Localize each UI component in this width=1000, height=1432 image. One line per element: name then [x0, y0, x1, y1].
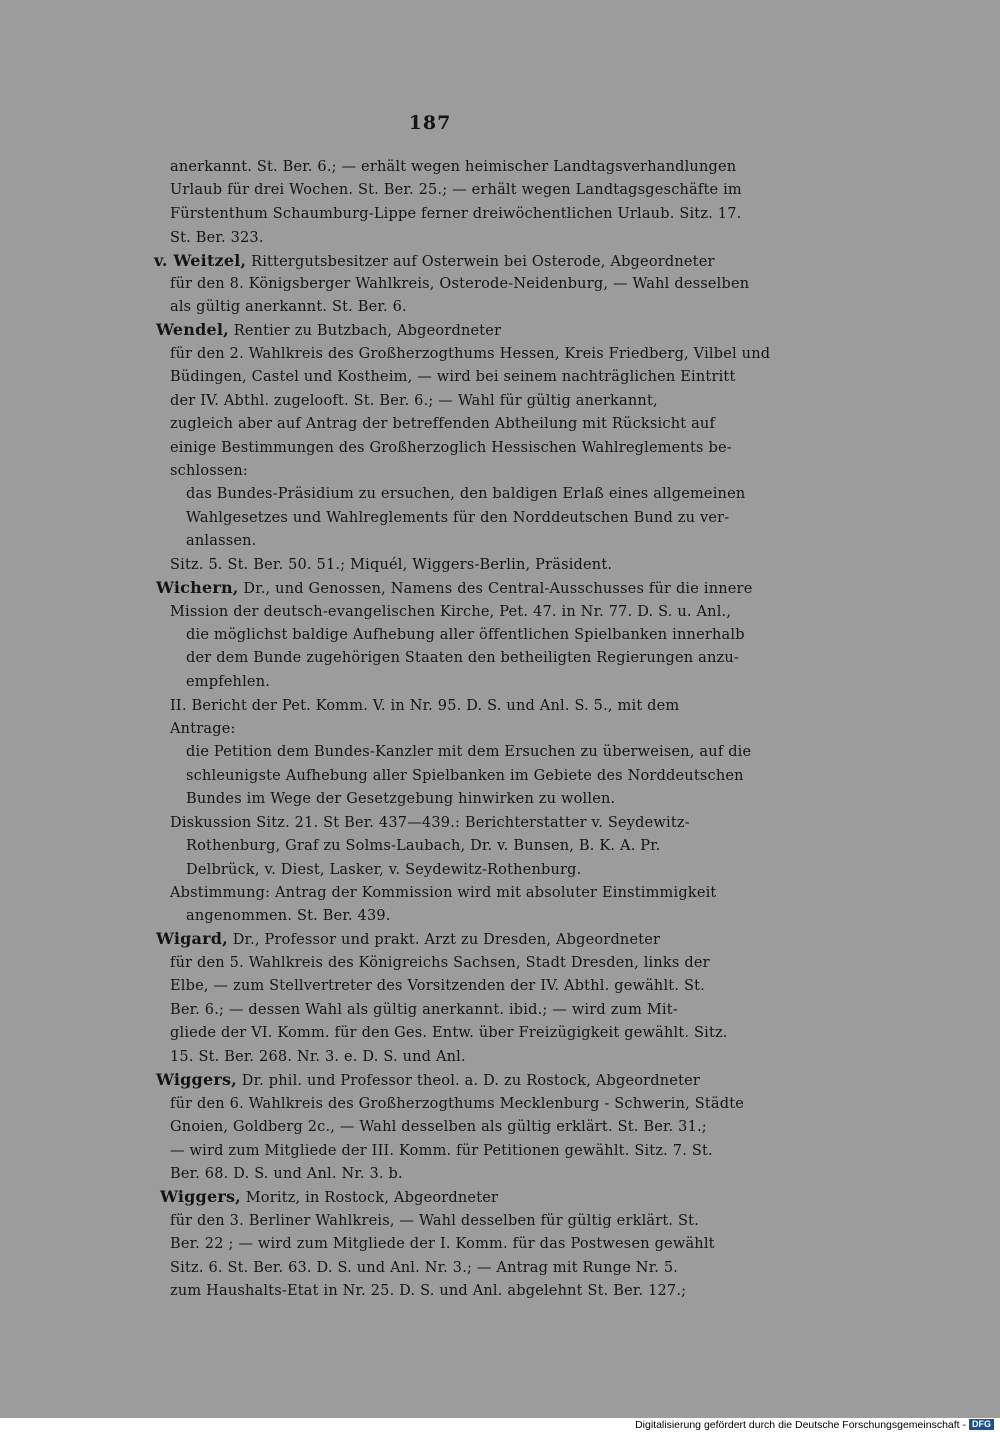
line-text: anerkannt. St. Ber. 6.; — erhält wegen heimischer Landtagsverhandlungen	[170, 159, 737, 175]
text-line	[170, 414, 715, 434]
line-text: Ber. 68. D. S. und Anl. Nr. 3. b.	[170, 1166, 403, 1182]
line-text: Elbe, — zum Stellvertreter des Vorsitzenden der IV. Abthl. gewählt. St.	[170, 978, 705, 994]
text-line	[170, 438, 732, 458]
entry-heading-line	[156, 1070, 700, 1091]
entry-name: v. Weitzel,	[154, 251, 247, 270]
line-text: für den 5. Wahlkreis des Königreichs Sachsen, Stadt Dresden, links der	[170, 955, 710, 971]
line-text: 15. St. Ber. 268. Nr. 3. e. D. S. und Anl.	[170, 1049, 466, 1065]
text-line	[170, 1117, 707, 1137]
text-line	[170, 157, 736, 177]
text-line	[170, 204, 741, 224]
line-text: Antrage:	[170, 721, 236, 737]
line-text: die möglichst baldige Aufhebung aller öffentlichen Spielbanken innerhalb	[186, 627, 745, 643]
text-line	[186, 625, 745, 645]
line-text: gliede der VI. Komm. für den Ges. Entw. über Freizügigkeit gewählt. Sitz.	[170, 1025, 728, 1041]
text-line	[186, 860, 581, 880]
line-text: schleunigste Aufhebung aller Spielbanken im Gebiete des Norddeutschen	[186, 768, 744, 784]
text-line	[170, 1023, 728, 1043]
line-text: Dr., und Genossen, Namens des Central-Ausschusses für die innere	[238, 581, 753, 597]
line-text: angenommen. St. Ber. 439.	[186, 908, 391, 924]
text-line	[170, 1164, 403, 1184]
line-text: Fürstenthum Schaumburg-Lippe ferner dreiwöchentlichen Urlaub. Sitz. 17.	[170, 206, 742, 222]
text-line	[170, 813, 690, 833]
line-text: Delbrück, v. Diest, Lasker, v. Seydewitz-Rothenburg.	[186, 862, 582, 878]
line-text: Abstimmung: Antrag der Kommission wird mit absoluter Einstimmigkeit	[170, 885, 717, 901]
line-text: als gültig anerkannt. St. Ber. 6.	[170, 299, 407, 315]
line-text: das Bundes-Präsidium zu ersuchen, den baldigen Erlaß eines allgemeinen	[186, 486, 746, 502]
line-text: Sitz. 5. St. Ber. 50. 51.; Miquél, Wiggers-Berlin, Präsident.	[170, 557, 613, 573]
text-line	[170, 953, 710, 973]
line-text: für den 2. Wahlkreis des Großherzogthums Hessen, Kreis Friedberg, Vilbel und	[170, 346, 771, 362]
line-text: II. Bericht der Pet. Komm. V. in Nr. 95. D. S. und Anl. S. 5., mit dem	[170, 698, 680, 714]
line-text: Rothenburg, Graf zu Solms-Laubach, Dr. v. Bunsen, B. K. A. Pr.	[186, 838, 661, 854]
line-text: schlossen:	[170, 463, 248, 479]
line-text: für den 6. Wahlkreis des Großherzogthums Mecklenburg - Schwerin, Städte	[170, 1096, 745, 1112]
text-line	[186, 672, 270, 692]
text-line	[186, 906, 391, 926]
text-line	[186, 836, 661, 856]
entry-name: Wiggers,	[160, 1187, 241, 1206]
text-line	[170, 344, 770, 364]
dfg-logo: DFG	[969, 1419, 994, 1430]
entry-heading-line	[156, 578, 752, 599]
text-line	[170, 1234, 715, 1254]
text-line	[170, 719, 236, 739]
line-text: zum Haushalts-Etat in Nr. 25. D. S. und Anl. abgelehnt St. Ber. 127.;	[170, 1283, 687, 1299]
line-text: Wahlgesetzes und Wahlreglements für den Norddeutschen Bund zu ver-	[186, 510, 730, 526]
line-text: Rentier zu Butzbach, Abgeordneter	[228, 323, 502, 339]
line-text: Dr., Professor und prakt. Arzt zu Dresden, Abgeordneter	[227, 932, 661, 948]
text-line	[186, 789, 615, 809]
line-text: Dr. phil. und Professor theol. a. D. zu Rostock, Abgeordneter	[236, 1073, 701, 1089]
text-line	[186, 648, 739, 668]
line-text: Rittergutsbesitzer auf Osterwein bei Osterode, Abgeordneter	[246, 254, 715, 270]
text-line	[170, 1211, 699, 1231]
text-line	[186, 484, 745, 504]
text-line	[170, 1281, 686, 1301]
line-text: anlassen.	[186, 533, 257, 549]
text-line	[186, 766, 744, 786]
line-text: für den 8. Königsberger Wahlkreis, Osterode-Neidenburg, — Wahl desselben	[170, 276, 750, 292]
line-text: Ber. 6.; — dessen Wahl als gültig anerkannt. ibid.; — wird zum Mit-	[170, 1002, 678, 1018]
line-text: Mission der deutsch-evangelischen Kirche, Pet. 47. in Nr. 77. D. S. u. Anl.,	[170, 604, 732, 620]
text-line	[170, 696, 679, 716]
line-text: die Petition dem Bundes-Kanzler mit dem Ersuchen zu überweisen, auf die	[186, 744, 752, 760]
text-line	[170, 461, 248, 481]
text-line	[186, 508, 729, 528]
text-line	[170, 297, 407, 317]
line-text: Diskussion Sitz. 21. St Ber. 437—439.: Berichterstatter v. Seydewitz-	[170, 815, 690, 831]
line-text: — wird zum Mitgliede der III. Komm. für Petitionen gewählt. Sitz. 7. St.	[170, 1143, 713, 1159]
entry-heading-line	[156, 929, 660, 950]
entry-heading-line	[156, 320, 501, 341]
line-text: Bundes im Wege der Gesetzgebung hinwirken zu wollen.	[186, 791, 616, 807]
line-text: Ber. 22 ; — wird zum Mitgliede der I. Komm. für das Postwesen gewählt	[170, 1236, 715, 1252]
text-line	[170, 228, 264, 248]
line-text: für den 3. Berliner Wahlkreis, — Wahl desselben für gültig erklärt. St.	[170, 1213, 700, 1229]
digitization-footer	[0, 1418, 1000, 1432]
entry-heading-line	[154, 251, 715, 272]
line-text: einige Bestimmungen des Großherzoglich Hessischen Wahlreglements be-	[170, 440, 732, 456]
text-line	[170, 883, 716, 903]
line-text: empfehlen.	[186, 674, 271, 690]
text-line	[170, 1094, 744, 1114]
text-line	[170, 1141, 713, 1161]
line-text: Büdingen, Castel und Kostheim, — wird bei seinem nachträglichen Eintritt	[170, 369, 736, 385]
line-text: Gnoien, Goldberg 2c., — Wahl desselben als gültig erklärt. St. Ber. 31.;	[170, 1119, 707, 1135]
text-line	[170, 976, 705, 996]
entry-name: Wichern,	[156, 578, 239, 597]
text-line	[170, 367, 735, 387]
text-line	[170, 555, 612, 575]
line-text: Moritz, in Rostock, Abgeordneter	[240, 1190, 499, 1206]
page-number: 187	[408, 112, 452, 134]
text-line	[170, 1047, 466, 1067]
text-line	[170, 1258, 678, 1278]
line-text: St. Ber. 323.	[170, 230, 264, 246]
entry-name: Wigard,	[156, 929, 228, 948]
line-text: der dem Bunde zugehörigen Staaten den betheiligten Regierungen anzu-	[186, 650, 739, 666]
line-text: Urlaub für drei Wochen. St. Ber. 25.; — erhält wegen Landtagsgeschäfte im	[170, 182, 742, 198]
entry-name: Wiggers,	[156, 1070, 237, 1089]
text-line	[170, 391, 658, 411]
text-line	[170, 1000, 678, 1020]
line-text: der IV. Abthl. zugelooft. St. Ber. 6.; — Wahl für gültig anerkannt,	[170, 393, 658, 409]
line-text: zugleich aber auf Antrag der betreffenden Abtheilung mit Rücksicht auf	[170, 416, 716, 432]
text-line	[186, 531, 256, 551]
text-line	[170, 274, 749, 294]
line-text: Sitz. 6. St. Ber. 63. D. S. und Anl. Nr. 3.; — Antrag mit Runge Nr. 5.	[170, 1260, 679, 1276]
text-line	[186, 742, 751, 762]
entry-name: Wendel,	[156, 320, 229, 339]
text-line	[170, 180, 742, 200]
entry-heading-line	[160, 1187, 498, 1208]
text-line	[170, 602, 731, 622]
footer-text: Digitalisierung gefördert durch die Deutsche Forschungsgemeinschaft -	[635, 1419, 966, 1431]
